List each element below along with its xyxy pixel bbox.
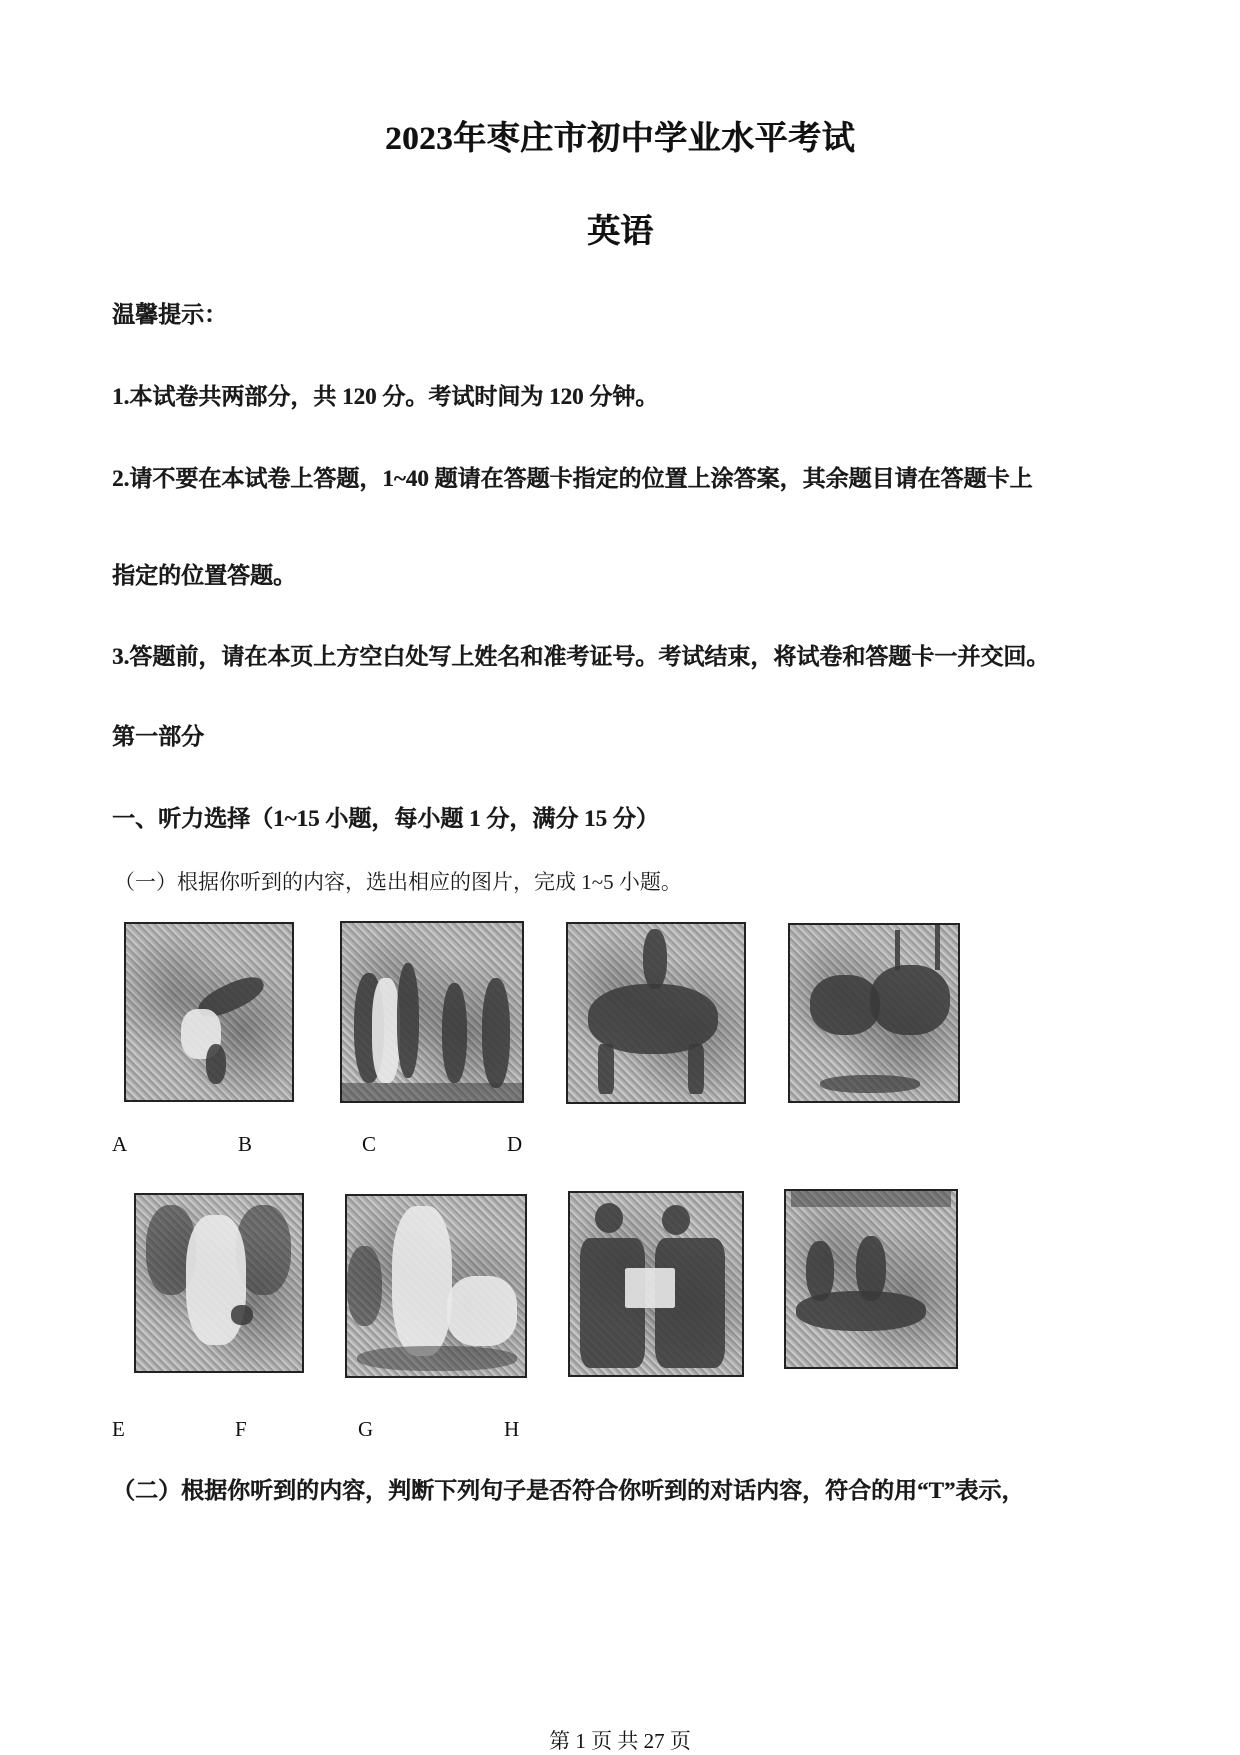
two-boys-reading-image (568, 1191, 744, 1377)
option-label-b: B (238, 1132, 253, 1156)
instruction-item-3: 3.答题前，请在本页上方空白处写上姓名和准考证号。考试结束，将试卷和答题卡一并交回。 (112, 644, 1050, 669)
exam-title: 2023年枣庄市初中学业水平考试 (385, 121, 855, 157)
option-label-c: C (362, 1132, 377, 1156)
person-riding-horse-image (566, 922, 746, 1104)
exam-subject: 英语 (587, 214, 653, 250)
instructions-heading: 温馨提示： (112, 302, 227, 327)
option-label-g: G (358, 1417, 374, 1441)
penguins-image (340, 921, 524, 1103)
ostriches-image (788, 923, 960, 1103)
subsection-one-instructions: （一）根据你听到的内容，选出相应的图片，完成 1~5 小题。 (114, 870, 682, 894)
instruction-item-2: 2.请不要在本试卷上答题，1~40 题请在答题卡指定的位置上涂答案，其余题目请在答题卡上 (112, 466, 1033, 491)
hummingbird-image (124, 922, 294, 1102)
family-gathering-image (345, 1194, 527, 1378)
people-in-boat-image (784, 1189, 958, 1369)
instruction-item-1: 1.本试卷共两部分，共 120 分。考试时间为 120 分钟。 (112, 384, 659, 409)
subsection-two-instructions: （二）根据你听到的内容，判断下列句子是否符合你听到的对话内容，符合的用“T”表示， (112, 1478, 1025, 1503)
option-label-h: H (504, 1417, 520, 1441)
instruction-item-2-continued: 指定的位置答题。 (112, 563, 296, 588)
option-label-a: A (112, 1132, 128, 1156)
option-label-f: F (235, 1417, 247, 1441)
listening-section-title: 一、听力选择（1~15 小题，每小题 1 分，满分 15 分） (112, 806, 659, 831)
part-one-heading: 第一部分 (112, 724, 204, 749)
page-indicator: 第 1 页 共 27 页 (549, 1729, 691, 1753)
dog-face-image (134, 1193, 304, 1373)
option-label-d: D (507, 1132, 523, 1156)
option-label-e: E (112, 1417, 125, 1441)
